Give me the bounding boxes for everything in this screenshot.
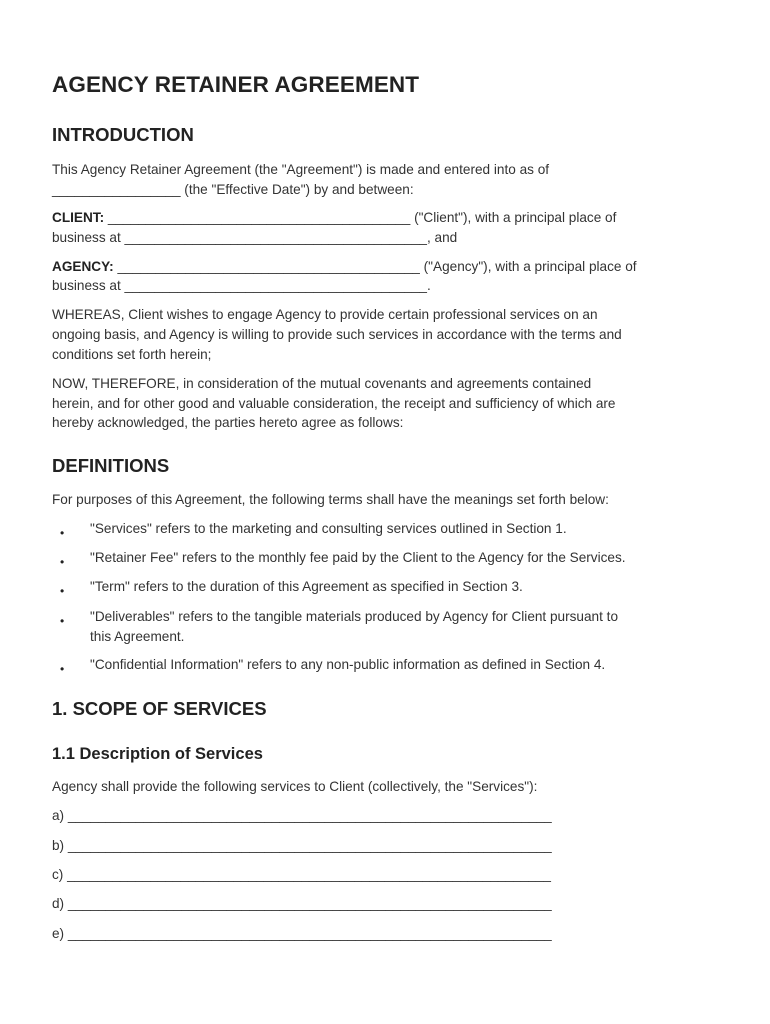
service-line-e: e) ________________________________________________________________: [52, 926, 552, 941]
scope-heading: 1. SCOPE OF SERVICES: [52, 698, 267, 719]
bullet-icon: •: [60, 555, 65, 569]
bullet-icon: •: [60, 526, 65, 540]
service-line-b: b) ________________________________________________________________: [52, 838, 552, 853]
list-item: • "Confidential Information" refers to any non-public information as defined in Section 4.: [52, 655, 730, 675]
definitions-intro: For purposes of this Agreement, the following terms shall have the meanings set forth below:: [52, 492, 609, 507]
bullet-icon: •: [60, 614, 65, 628]
intro-paragraph-line-1: This Agency Retainer Agreement (the "Agreement") is made and entered into as of: [52, 162, 550, 177]
agency-line-1: [52, 257, 730, 277]
whereas-line-2: ongoing basis, and Agency is willing to provide such services in accordance with the terms and: [52, 327, 622, 342]
list-item: • "Deliverables" refers to the tangible materials produced by Agency for Client pursuant to this Agreement.: [60, 609, 619, 644]
service-line-c: c) ________________________________________________________________: [52, 867, 551, 882]
scope-subheading: 1.1 Description of Services: [52, 745, 263, 763]
agency-blank: ________________________________________ ("Agency"), with a principal place of: [113, 259, 637, 274]
definitions-heading: DEFINITIONS: [52, 455, 170, 476]
now-therefore-line-1: NOW, THEREFORE, in consideration of the mutual covenants and agreements contained: [52, 376, 592, 391]
bullet-icon: •: [60, 662, 65, 676]
list-item: • "Term" refers to the duration of this Agreement as specified in Section 3.: [52, 577, 730, 597]
service-line-a: a) ________________________________________________________________: [52, 808, 552, 823]
agency-line-2: business at ________________________________________.: [52, 278, 431, 293]
list-item: • "Services" refers to the marketing and consulting services outlined in Section 1.: [52, 519, 730, 539]
whereas-line-1: WHEREAS, Client wishes to engage Agency to provide certain professional services on an: [52, 307, 598, 322]
bullet-icon: •: [60, 584, 65, 598]
list-item: • "Retainer Fee" refers to the monthly fee paid by the Client to the Agency for the Services.: [52, 548, 730, 568]
client-blank: ________________________________________ ("Client"), with a principal place of: [104, 210, 617, 225]
client-label: CLIENT:: [52, 210, 105, 225]
client-line-1: [52, 208, 730, 228]
intro-paragraph-line-2: _________________ (the "Effective Date") by and between:: [52, 182, 414, 197]
list-item-continuation: this Agreement.: [90, 629, 185, 644]
service-line-d: d) ________________________________________________________________: [52, 896, 552, 911]
now-therefore-line-2: herein, and for other good and valuable consideration, the receipt and sufficiency of which are: [52, 396, 616, 411]
document-title: AGENCY RETAINER AGREEMENT: [52, 72, 420, 97]
scope-intro: Agency shall provide the following services to Client (collectively, the "Services"):: [52, 779, 538, 794]
client-line-2: business at ________________________________________, and: [52, 230, 458, 245]
introduction-heading: INTRODUCTION: [52, 124, 194, 145]
now-therefore-line-3: hereby acknowledged, the parties hereto agree as follows:: [52, 415, 404, 430]
agency-label: AGENCY:: [52, 259, 114, 274]
whereas-line-3: conditions set forth herein;: [52, 347, 212, 362]
